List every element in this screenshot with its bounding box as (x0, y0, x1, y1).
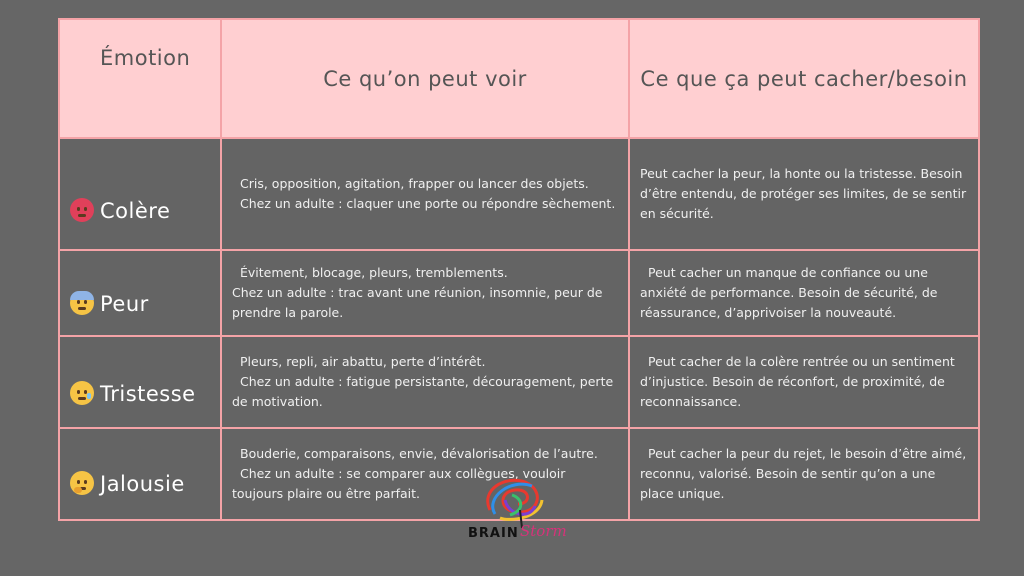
emotion-name: Tristesse (100, 382, 196, 406)
visible-line: Chez un adulte : claquer une porte ou répondre sèchement. (240, 196, 616, 211)
emotions-table-container (58, 18, 978, 501)
emotion-name: Peur (100, 292, 149, 316)
logo-storm-text: Storm (520, 522, 567, 540)
hidden-cell (629, 336, 979, 428)
visible-line: Cris, opposition, agitation, frapper ou lancer des objets. (240, 176, 589, 191)
hidden-cell (629, 138, 979, 250)
emotions-table (58, 18, 980, 521)
crying-face-icon (70, 381, 94, 405)
visible-line: Chez un adulte : se comparer aux collègues, vouloir toujours plaire ou être parfait. (232, 466, 566, 501)
header-emotion: Émotion (59, 19, 221, 138)
table-row (59, 138, 979, 250)
thinking-face-icon (70, 471, 94, 495)
angry-face-icon (70, 198, 94, 222)
visible-line: Pleurs, repli, air abattu, perte d’intérêt. (240, 354, 486, 369)
visible-cell (221, 138, 629, 250)
hidden-cell (629, 428, 979, 520)
hidden-line: Peut cacher la peur du rejet, le besoin d’être aimé, reconnu, valorisé. Besoin de sentir qu’on a une place unique. (640, 446, 967, 501)
emotion-cell (59, 250, 221, 336)
emotion-cell (59, 138, 221, 250)
brainstorm-logo (460, 470, 575, 570)
header-visible: Ce qu’on peut voir (221, 19, 629, 138)
hidden-line: Peut cacher la peur, la honte ou la tristesse. Besoin d’être entendu, de protéger ses limites, de se sentir en sécurité. (640, 166, 967, 221)
hidden-line: Peut cacher un manque de confiance ou une anxiété de performance. Besoin de sécurité, de réassurance, d’apprivoiser la nouveauté. (640, 265, 938, 320)
visible-line: Chez un adulte : trac avant une réunion, insomnie, peur de prendre la parole. (232, 285, 603, 320)
emotion-cell (59, 336, 221, 428)
table-header-row (59, 19, 979, 138)
header-hidden: Ce que ça peut cacher/besoin (629, 19, 979, 138)
emotion-name: Colère (100, 199, 171, 223)
visible-line: Bouderie, comparaisons, envie, dévalorisation de l’autre. (240, 446, 598, 461)
visible-line: Chez un adulte : fatigue persistante, découragement, perte de motivation. (232, 374, 614, 409)
table-row (59, 250, 979, 336)
emotion-cell (59, 428, 221, 520)
hidden-cell (629, 250, 979, 336)
hidden-line: Peut cacher de la colère rentrée ou un sentiment d’injustice. Besoin de réconfort, de proximité, de reconnaissance. (640, 354, 955, 409)
visible-cell (221, 250, 629, 336)
brainstorm-swirl-icon (460, 470, 575, 530)
logo-brain-text: BRAIN (468, 526, 519, 541)
visible-line: Évitement, blocage, pleurs, tremblements. (240, 265, 508, 280)
table-row (59, 336, 979, 428)
fearful-face-icon (70, 291, 94, 315)
emotion-name: Jalousie (100, 472, 185, 496)
visible-cell (221, 336, 629, 428)
